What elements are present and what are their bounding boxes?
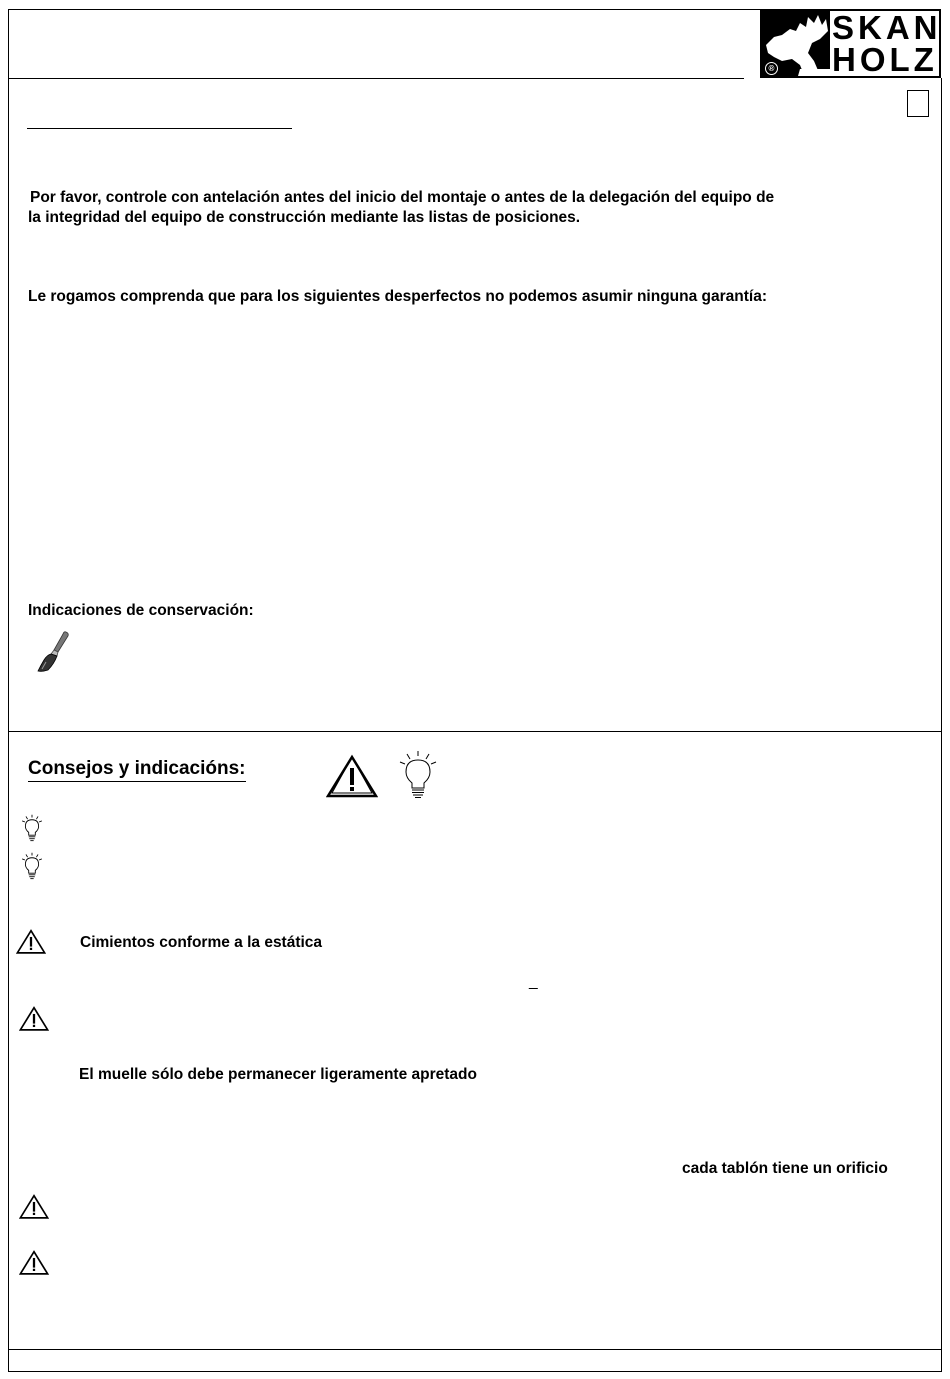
paint-brush-icon	[36, 630, 72, 674]
light-bulb-icon	[21, 852, 43, 880]
logo-text-skan: SKAN	[832, 9, 942, 46]
warning-triangle-icon	[16, 929, 46, 954]
spring-tip: El muelle sólo debe permanecer ligeramente apretado	[79, 1066, 477, 1083]
warranty-text: Le rogamos comprenda que para los siguientes desperfectos no podemos asumir ninguna garantía:	[28, 288, 767, 305]
header-divider	[8, 78, 744, 79]
footer-divider-top	[8, 1349, 942, 1350]
dash-mark: _	[529, 973, 538, 990]
top-border	[8, 9, 760, 10]
checkbox[interactable]	[907, 90, 929, 117]
light-bulb-icon	[21, 814, 43, 842]
title-underline	[27, 128, 292, 129]
maintenance-heading: Indicaciones de conservación:	[28, 602, 254, 619]
logo-text-holz: HOLZ	[832, 41, 938, 78]
footer-divider-bottom	[8, 1371, 942, 1372]
intro-line-2: la integridad del equipo de construcción mediante las listas de posiciones.	[28, 209, 581, 226]
left-border	[8, 9, 9, 1371]
intro-line-1: Por favor, controle con antelación antes del inicio del montaje o antes de la delegación del equipo de	[30, 189, 775, 206]
registered-mark: ®	[765, 62, 778, 75]
right-border	[941, 78, 942, 1371]
foundation-tip: Cimientos conforme a la estática	[80, 934, 323, 951]
warning-triangle-icon	[19, 1006, 49, 1031]
section-divider	[8, 731, 942, 732]
tips-heading: Consejos y indicacións:	[28, 758, 246, 782]
warning-triangle-icon	[19, 1250, 49, 1275]
plank-tip: cada tablón tiene un orificio	[682, 1160, 888, 1177]
warning-triangle-icon	[326, 754, 378, 798]
warning-triangle-icon	[19, 1194, 49, 1219]
light-bulb-icon	[398, 750, 438, 800]
